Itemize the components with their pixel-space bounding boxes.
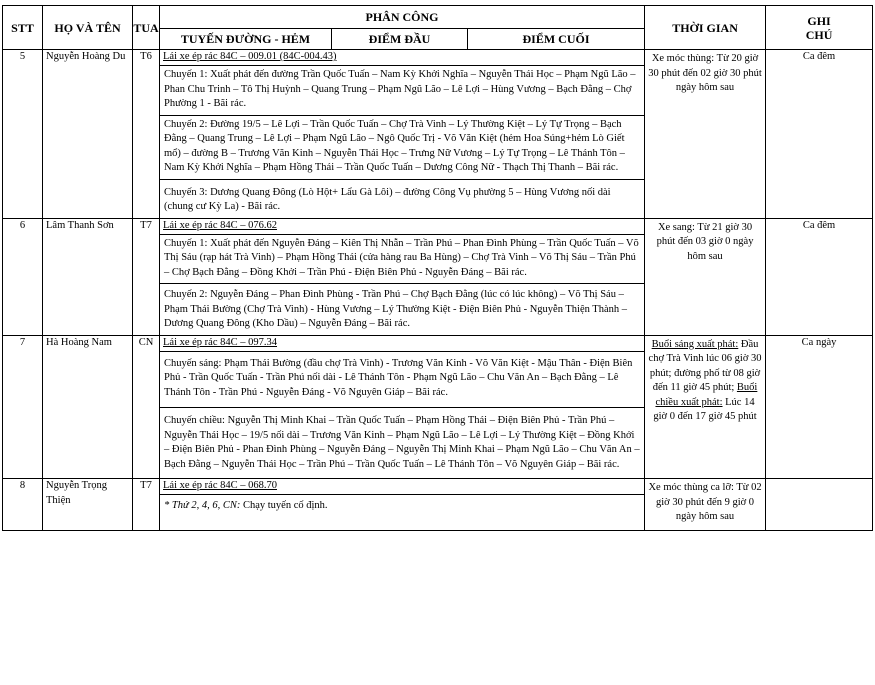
row-time — [645, 335, 766, 479]
row-stt: 5 — [3, 50, 43, 219]
header-stt: STT — [3, 6, 43, 50]
table-row — [3, 218, 873, 234]
header-note-line2: CHÚ — [805, 27, 833, 42]
header-end: ĐIỂM CUỐI — [468, 29, 645, 50]
trip-text: Chuyến 2: Nguyễn Đáng – Phan Đình Phùng - Trần Phú – Chợ Bạch Đằng (lúc có lúc không) – Võ Thị Sáu – Phạm Thái Bường (Chợ Trà Vinh) - Hùng Vương – Lý Thường Kiệt - Điện Biên Phủ - Nguyễn Thiện Thành – Dương Quang Đông (Kho Dầu) – Nguyễn Đáng – Bãi rác. — [160, 284, 645, 336]
row-truck: Lái xe ép rác 84C – 097.34 — [160, 335, 645, 351]
assignment-table — [2, 5, 873, 531]
time-morning-label: Buổi sáng xuất phát: — [651, 338, 739, 350]
trip-label: * Thứ 2, 4, 6, CN: — [164, 500, 241, 511]
row-time: Xe sang: Từ 21 giờ 30 phút đến 03 giờ 0 ngày hôm sau — [645, 218, 766, 335]
row-truck: Lái xe ép rác 84C – 076.62 — [160, 218, 645, 234]
header-tua: TUA — [133, 6, 160, 50]
row-tua: T7 — [133, 218, 160, 335]
trip-desc: Chạy tuyến cố định. — [242, 500, 328, 511]
row-stt: 7 — [3, 335, 43, 479]
trip-text: Chuyến sáng: Phạm Thái Bường (đầu chợ Trà Vinh) - Trương Văn Kinh - Võ Văn Kiệt - Mậu Thân - Điện Biên Phủ - Trần Quốc Tuấn - Trần Phú nối dài - Lê Thánh Tôn - Phạm Ngũ Lão – Chu Văn An – Bạch Đằng – Lê Thánh Tôn - Trần Phú - Nguyễn Đáng - Võ Nguyên Giáp – Bãi rác. — [160, 351, 645, 408]
row-note: Ca đêm — [766, 218, 873, 335]
trip-text: Chuyến chiều: Nguyễn Thị Minh Khai – Trần Quốc Tuấn – Phạm Hồng Thái – Điện Biên Phủ - Trần Phú – Nguyễn Thái Học – 19/5 nối dài – Trương Văn Kinh – Phạm Ngũ Lão – Lê Lợi – Lý Thường Kiệt – Đồng Khởi – Điện Biên Phủ - Phan Đình Phùng – Nguyễn Đáng – Nguyễn Thị Minh Khai – Phạm Ngũ Lão – Chu Văn An – Bạch Đằng – Nguyễn Thái Học – Trần Phú – Trần Quốc Tuấn – Lê Thánh Tôn – Võ Nguyên Giáp – Bãi rác. — [160, 408, 645, 479]
row-stt: 8 — [3, 479, 43, 531]
row-note — [766, 479, 873, 531]
row-name: Nguyễn Trọng Thiện — [43, 479, 133, 531]
row-stt: 6 — [3, 218, 43, 335]
row-name: Hà Hoàng Nam — [43, 335, 133, 479]
row-time: Xe móc thùng: Từ 20 giờ 30 phút đến 02 giờ 30 phút ngày hôm sau — [645, 50, 766, 219]
time-morning: Đầu chợ Trà Vinh lúc 06 giờ 30 phút; đường phố từ 08 giờ đến 11 giờ 45 phút; — [648, 338, 762, 393]
table-row — [3, 335, 873, 351]
time-afternoon: Lúc 14 giờ 0 đến 17 giờ 45 phút — [653, 396, 757, 422]
row-tua: T6 — [133, 50, 160, 219]
header-name: HỌ VÀ TÊN — [43, 6, 133, 50]
table-row — [3, 479, 873, 495]
row-tua: CN — [133, 335, 160, 479]
trip-text: Chuyến 3: Dương Quang Đông (Lò Hột+ Lẩu Gà Lôi) – đường Công Vụ phường 5 – Hùng Vương nối dài (chung cư Kỳ La) - Bãi rác. — [160, 179, 645, 218]
row-time: Xe móc thùng ca lỡ: Từ 02 giờ 30 phút đến 9 giờ 0 ngày hôm sau — [645, 479, 766, 531]
row-truck: Lái xe ép rác 84C – 009.01 (84C-004.43) — [160, 50, 645, 66]
header-time: THỜI GIAN — [645, 6, 766, 50]
trip-text: Chuyến 2: Đường 19/5 – Lê Lợi – Trần Quốc Tuấn – Chợ Trà Vinh – Lý Thường Kiệt – Lý Tự Trọng – Bạch Đằng – Quang Trung – Lê Lợi – Phạm Ngũ Lão – Ngô Quốc Trị - Võ Văn Kiệt (hẻm Hoa Súng+hẻm Lò Giết mổ) – đường B – Trương Văn Kinh – Nguyễn Thái Học – Trưng Nữ Vương – Lý Tự Trọng – Lê Thánh Tôn – Nam Kỳ Khởi Nghĩa – Phạm Hồng Thái – Trần Quốc Tuấn – Dương Công Nữ - Thạch Thị Thanh – Bãi rác. — [160, 115, 645, 179]
header-start: ĐIỂM ĐẦU — [332, 29, 468, 50]
time-afternoon-label: Buổi chiều xuất phát: — [655, 382, 758, 408]
trip-text: Chuyến 1: Xuất phát đến đường Trần Quốc Tuấn – Nam Kỳ Khởi Nghĩa – Nguyễn Thái Học – Phạm Ngũ Lão – Phan Chu Trinh – Tô Thị Huỳnh – Quang Trung – Phạm Ngũ Lão – Lê Lợi – Hùng Vương – Bạch Đằng – Chợ Phường 1 - Bãi rác. — [160, 66, 645, 116]
row-truck: Lái xe ép rác 84C – 068.70 — [160, 479, 645, 495]
header-note — [766, 6, 873, 50]
header-note-line1: GHI — [807, 13, 831, 28]
header-route: TUYẾN ĐƯỜNG - HẺM — [160, 29, 332, 50]
table-row — [3, 50, 873, 66]
row-note: Ca ngày — [766, 335, 873, 479]
row-tua: T7 — [133, 479, 160, 531]
trip-text — [160, 495, 645, 531]
row-name: Lâm Thanh Sơn — [43, 218, 133, 335]
header-assignment: PHÂN CÔNG — [160, 6, 645, 29]
row-note: Ca đêm — [766, 50, 873, 219]
row-name: Nguyễn Hoàng Du — [43, 50, 133, 219]
trip-text: Chuyến 1: Xuất phát đến Nguyễn Đáng – Kiên Thị Nhẫn – Trần Phú – Phan Đình Phùng – Trần Quốc Tuấn – Võ Thị Sáu (rạp hát Trà Vinh) – Phạm Hồng Thái (cửa hàng rau Ba Hùng) – Chợ Trà Vinh – Võ Thị Sáu – Trần Phú – Chợ Bạch Đằng – Đồng Khởi – Trần Phú - Điện Biên Phủ - Nguyễn Đáng – Bãi rác. — [160, 234, 645, 284]
